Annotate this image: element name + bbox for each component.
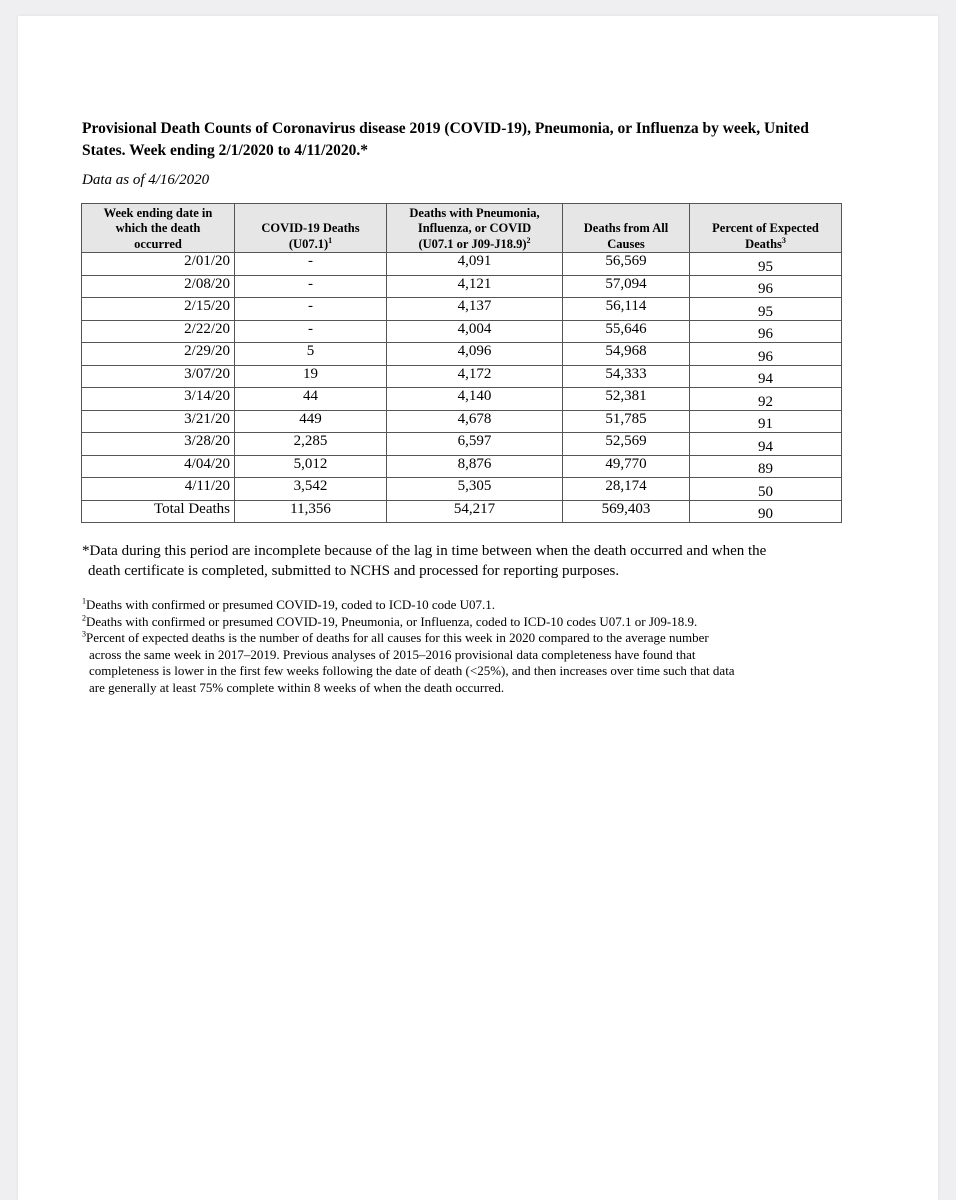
table-row [82, 343, 842, 366]
percent-cell: 95 [690, 253, 842, 276]
all-causes-cell: 56,114 [563, 298, 690, 321]
pic-cell: 4,172 [387, 365, 563, 388]
table-header-row [82, 204, 842, 253]
week-cell: 4/04/20 [82, 455, 235, 478]
all-causes-cell: 51,785 [563, 410, 690, 433]
header-covid-deaths: COVID-19 Deaths $(U07.1)^1$ [235, 204, 387, 253]
percent-cell: 91 [690, 410, 842, 433]
all-causes-cell: 54,968 [563, 343, 690, 366]
table-row [82, 253, 842, 276]
covid-cell: - [235, 275, 387, 298]
all-causes-cell: 52,569 [563, 433, 690, 456]
footnote-3: $^3$Percent of expected deaths is the number of deaths for all causes for this week in 2020 compared to the average number across the same week in 2017–2019. Previous analyses of 2015–2016 provisional data completeness have found that completeness is lower in the first few weeks following the date of death (<25%), and then increases over time such that data are generally at least 75% complete within 8 weeks of when the death occurred. [82, 629, 735, 695]
total-percent-cell: 90 [690, 500, 842, 523]
header-all-causes: Deaths from All Causes [563, 204, 690, 253]
table-row [82, 388, 842, 411]
week-cell: 2/01/20 [82, 253, 235, 276]
pic-cell: 4,121 [387, 275, 563, 298]
percent-cell: 96 [690, 275, 842, 298]
data-as-of-date: Data as of 4/16/2020 [82, 172, 210, 188]
table-row [82, 298, 842, 321]
covid-cell: 2,285 [235, 433, 387, 456]
pic-cell: 4,137 [387, 298, 563, 321]
covid-cell: - [235, 253, 387, 276]
pic-cell: 4,096 [387, 343, 563, 366]
table-row [82, 410, 842, 433]
pic-cell: 4,140 [387, 388, 563, 411]
header-pneumonia-influenza-covid: Deaths with Pneumonia, Influenza, or COVID (U07.1 or J09-J18.9)$^2$ [387, 204, 563, 253]
covid-cell: - [235, 320, 387, 343]
total-covid-cell: 11,356 [235, 500, 387, 523]
all-causes-cell: 52,381 [563, 388, 690, 411]
table-row [82, 320, 842, 343]
week-cell: 4/11/20 [82, 478, 235, 501]
table-row [82, 478, 842, 501]
all-causes-cell: 28,174 [563, 478, 690, 501]
week-cell: 2/15/20 [82, 298, 235, 321]
death-counts-table [81, 203, 842, 523]
total-all-causes-cell: 569,403 [563, 500, 690, 523]
table-row [82, 365, 842, 388]
percent-cell: 94 [690, 365, 842, 388]
covid-cell: 5,012 [235, 455, 387, 478]
week-cell: 2/22/20 [82, 320, 235, 343]
incomplete-data-note: *Data during this period are incomplete because of the lag in time between when the death occurred and when the death certificate is completed, submitted to NCHS and processed for reporting purposes. [82, 543, 767, 579]
table-row [82, 433, 842, 456]
header-week-ending: Week ending date in which the death occurred [82, 204, 235, 253]
covid-cell: 44 [235, 388, 387, 411]
pic-cell: 4,004 [387, 320, 563, 343]
all-causes-cell: 55,646 [563, 320, 690, 343]
all-causes-cell: 56,569 [563, 253, 690, 276]
all-causes-cell: 57,094 [563, 275, 690, 298]
percent-cell: 94 [690, 433, 842, 456]
covid-cell: 3,542 [235, 478, 387, 501]
footnotes [82, 597, 862, 696]
total-label-cell: Total Deaths [82, 500, 235, 523]
total-pic-cell: 54,217 [387, 500, 563, 523]
covid-cell: 19 [235, 365, 387, 388]
pic-cell: 8,876 [387, 455, 563, 478]
pic-cell: 5,305 [387, 478, 563, 501]
percent-cell: 92 [690, 388, 842, 411]
footnote-2: $^2$Deaths with confirmed or presumed COVID-19, Pneumonia, or Influenza, coded to ICD-10 codes U07.1 or J09-18.9. [82, 613, 698, 629]
percent-cell: 50 [690, 478, 842, 501]
week-cell: 3/21/20 [82, 410, 235, 433]
week-cell: 3/14/20 [82, 388, 235, 411]
week-cell: 3/28/20 [82, 433, 235, 456]
pic-cell: 6,597 [387, 433, 563, 456]
covid-cell: - [235, 298, 387, 321]
week-cell: 3/07/20 [82, 365, 235, 388]
week-cell: 2/08/20 [82, 275, 235, 298]
document-title: Provisional Death Counts of Coronavirus disease 2019 (COVID-19), Pneumonia, or Influenza by week, United States. Week ending 2/1/2020 to 4/11/2020.* [82, 120, 809, 159]
table-row [82, 275, 842, 298]
covid-cell: 449 [235, 410, 387, 433]
all-causes-cell: 49,770 [563, 455, 690, 478]
table-total-row [82, 500, 842, 523]
week-cell: 2/29/20 [82, 343, 235, 366]
pic-cell: 4,678 [387, 410, 563, 433]
header-percent-expected: Percent of Expected Deaths$^3$ [690, 204, 842, 253]
percent-cell: 89 [690, 455, 842, 478]
footnote-1: $^1$Deaths with confirmed or presumed COVID-19, coded to ICD-10 code U07.1. [82, 596, 496, 612]
all-causes-cell: 54,333 [563, 365, 690, 388]
pic-cell: 4,091 [387, 253, 563, 276]
table-row [82, 455, 842, 478]
percent-cell: 96 [690, 320, 842, 343]
percent-cell: 95 [690, 298, 842, 321]
covid-cell: 5 [235, 343, 387, 366]
percent-cell: 96 [690, 343, 842, 366]
